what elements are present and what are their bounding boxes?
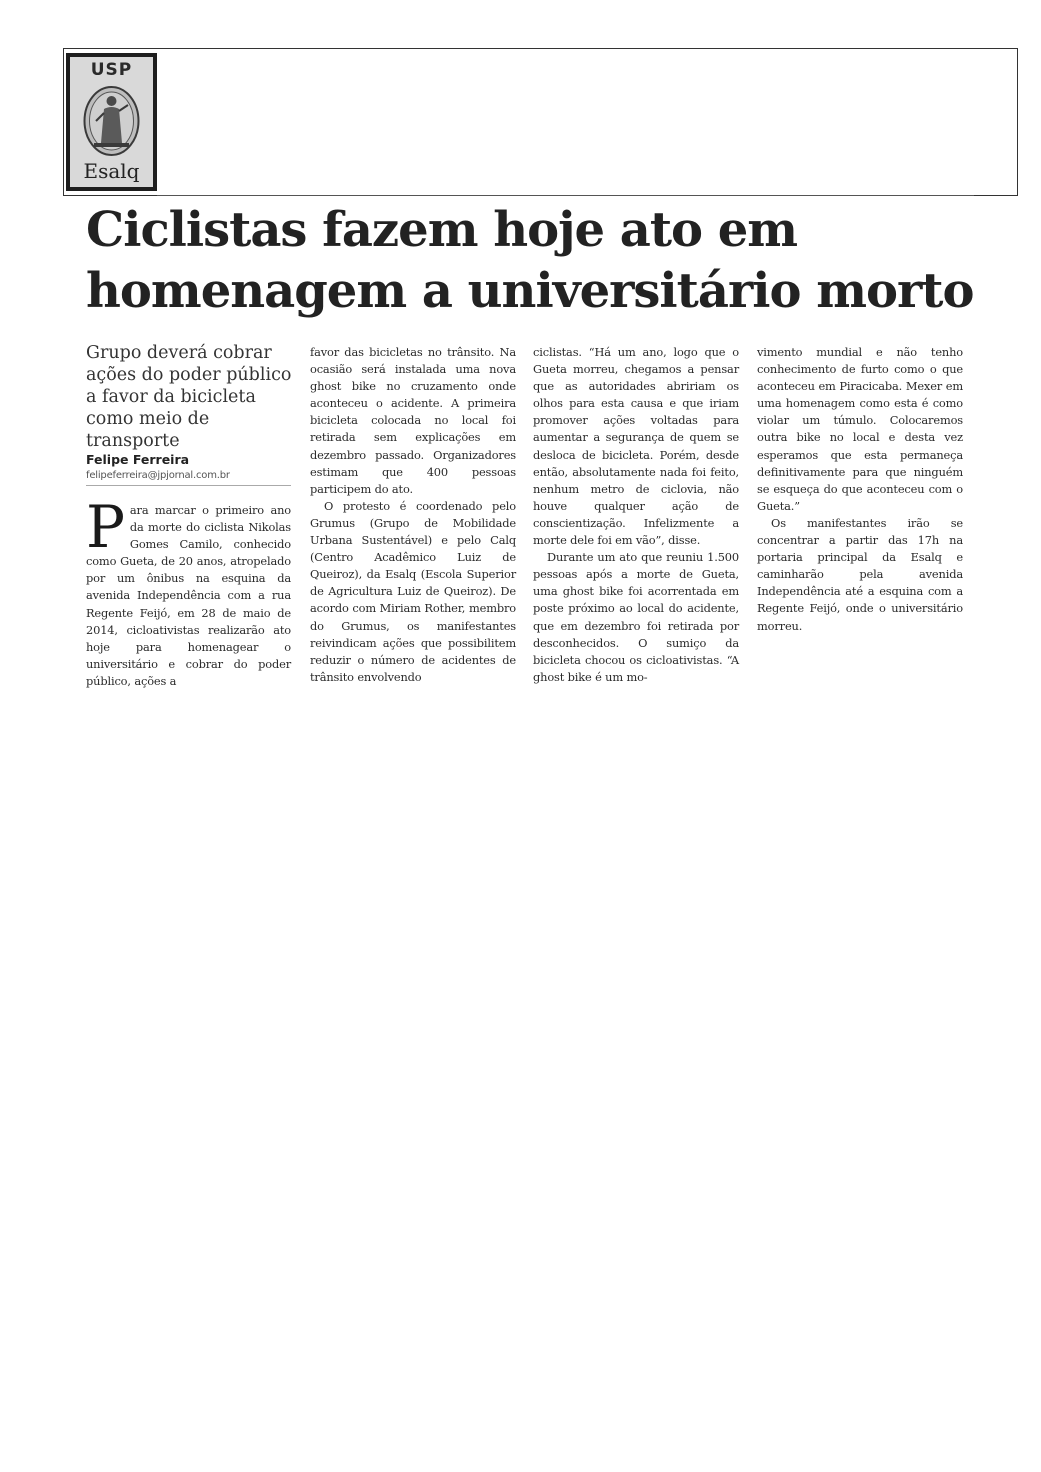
paragraph-1-text: ara marcar o primeiro ano da morte do ciclista Nikolas Gomes Camilo, conhecido como Gueta, de 20 anos, atropelado por um ônibus na esquina da avenida Independência com a rua Regente Feijó, em 28 de maio de 2014, cicloativistas realizarão ato hoje para homenagear o universitário e cobrar do poder público, ações a: [86, 503, 291, 688]
usp-esalq-logo: [66, 53, 157, 191]
logo-esalq-text: Esalq: [83, 159, 140, 183]
byline-name: Felipe Ferreira: [86, 452, 190, 467]
paragraph-3-start: Durante um ato que reuniu 1.500 pessoas após a morte de Gueta, uma ghost bike foi acorrentada em poste próximo ao local do acidente, que em dezembro foi retirada por desconhecidos. O sumiço da bicicleta chocou os cicloativistas. “A ghost bike é um mo-: [533, 550, 739, 684]
article-headline: Ciclistas fazem hoje ato em homenagem a universitário morto: [86, 202, 974, 319]
paragraph-1-continued: favor das bicicletas no trânsito. Na ocasião será instalada uma nova ghost bike no cruzamento onde aconteceu o acidente. A primeira bicicleta colocada no local foi retirada sem explicações em dezembro passado. Organizadores estimam que 400 pessoas participem do ato.: [310, 345, 516, 496]
header-frame: [63, 48, 1018, 196]
paragraph-3-continued: vimento mundial e não tenho conhecimento de furto como o que aconteceu em Piracicaba. Mexer em uma homenagem como esta é como violar um túmulo. Colocaremos outra bike no local e desta vez esperamos que esta permaneça definitivamente para que ninguém se esqueça do que aconteceu com o Gueta.”: [757, 345, 963, 513]
article-column-2: [310, 344, 516, 686]
drop-cap: P: [86, 493, 125, 561]
paragraph-4: Os manifestantes irão se concentrar a partir das 17h na portaria principal da Esalq e caminharão pela avenida Independência até a esquina com a Regente Feijó, onde o universitário morreu.: [757, 515, 963, 633]
logo-usp-text: USP: [90, 60, 133, 80]
byline-rule: [86, 485, 291, 486]
article-subhead: Grupo deverá cobrar ações do poder público a favor da bicicleta como meio de transporte: [86, 343, 292, 451]
article-column-3: [533, 344, 739, 686]
article-column-4: [757, 344, 963, 635]
paragraph-2-continued: ciclistas. “Há um ano, logo que o Gueta morreu, chegamos a pensar que as autoridades abririam os olhos para esta causa e que iriam promover ações voltadas para aumentar a segurança de quem se desloca de bicicleta. Porém, desde então, absolutamente nada foi feito, nenhum metro de ciclovia, não houve qualquer ação de conscientização. Infelizmente a morte dele foi em vão”, disse.: [533, 345, 739, 548]
seal-figure-icon: [80, 81, 143, 157]
paragraph-2-start: O protesto é coordenado pelo Grumus (Grupo de Mobilidade Urbana Sustentável) e pelo Calq (Centro Acadêmico Luiz de Queiroz), da Esalq (Escola Superior de Agricultura Luiz de Queiroz). De acordo com Miriam Rother, membro do Grumus, os manifestantes reivindicam ações que possibilitem reduzir o número de acidentes de trânsito envolvendo: [310, 498, 516, 684]
byline: [86, 452, 291, 486]
header-rule: [157, 195, 974, 196]
article-column-1: [86, 493, 291, 690]
byline-email: felipeferreira@jpjornal.com.br: [86, 470, 230, 481]
paragraph-1-start: [86, 493, 291, 690]
